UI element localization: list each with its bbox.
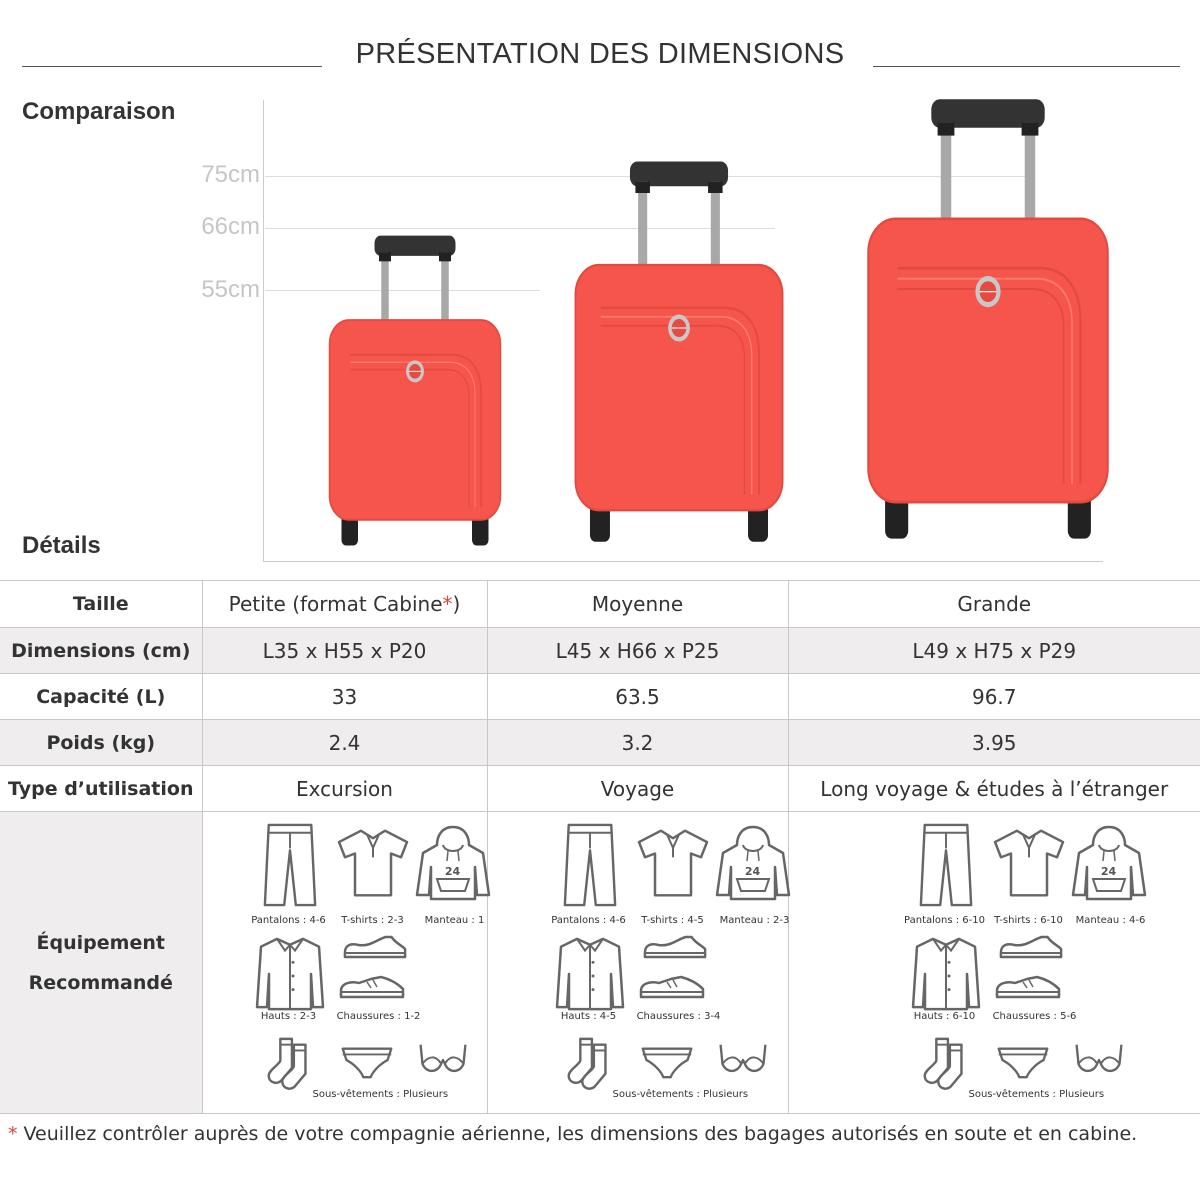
socks-icon bbox=[561, 1035, 619, 1093]
comparison-heading: Comparaison bbox=[22, 98, 176, 125]
cell-capacity-large: 96.7 bbox=[788, 674, 1200, 720]
header-rule-right bbox=[873, 66, 1180, 67]
cell-equipment-small bbox=[202, 812, 487, 1114]
sneaker-icon bbox=[993, 973, 1063, 1003]
pants-icon bbox=[917, 821, 975, 909]
header-rule-left bbox=[22, 66, 322, 67]
table-row-size bbox=[0, 581, 1200, 628]
cell-equipment-medium bbox=[487, 812, 788, 1114]
hoodie-number: 24 bbox=[444, 864, 461, 878]
cell-size-small bbox=[202, 581, 487, 628]
hoodie-icon bbox=[413, 823, 493, 903]
tshirt-icon bbox=[333, 825, 413, 901]
table-row-capacity bbox=[0, 674, 1200, 720]
ref-label-55: 55cm bbox=[201, 276, 260, 303]
table-row-weight bbox=[0, 720, 1200, 766]
row-label-dimensions: Dimensions (cm) bbox=[0, 628, 202, 674]
row-label-usage: Type d’utilisation bbox=[0, 766, 202, 812]
bra-icon bbox=[415, 1041, 471, 1079]
tops-caption: Hauts : 6-10 bbox=[913, 1010, 976, 1022]
footnote-star: * bbox=[8, 1123, 18, 1145]
tshirt-icon bbox=[633, 825, 713, 901]
suitcase-small-image bbox=[325, 232, 505, 562]
cell-dimensions-medium: L45 x H66 x P25 bbox=[487, 628, 788, 674]
cell-dimensions-large: L49 x H75 x P29 bbox=[788, 628, 1200, 674]
row-label-equipment bbox=[0, 812, 202, 1114]
shoes-caption: Chaussures : 1-2 bbox=[336, 1010, 421, 1022]
equipment-grid-medium bbox=[488, 813, 788, 1113]
specs-table bbox=[0, 580, 1200, 1114]
ref-label-75: 75cm bbox=[201, 161, 260, 188]
pants-icon bbox=[561, 821, 619, 909]
equipment-grid-large bbox=[789, 813, 1200, 1113]
underwear-caption: Sous-vêtements : Plusieurs bbox=[312, 1088, 449, 1100]
sneaker-icon bbox=[637, 973, 707, 1003]
table-row-usage bbox=[0, 766, 1200, 812]
cell-weight-large: 3.95 bbox=[788, 720, 1200, 766]
footnote bbox=[8, 1123, 1137, 1145]
tshirts-caption: T-shirts : 6-10 bbox=[994, 914, 1063, 926]
cell-usage-large: Long voyage & études à l’étranger bbox=[788, 766, 1200, 812]
pants-icon bbox=[261, 821, 319, 909]
suitcase-medium-image bbox=[570, 157, 788, 562]
cell-weight-small: 2.4 bbox=[202, 720, 487, 766]
dress-shoe-icon bbox=[341, 933, 409, 963]
tops-caption: Hauts : 4-5 bbox=[560, 1010, 617, 1022]
cell-size-medium: Moyenne bbox=[487, 581, 788, 628]
suitcase-large-image bbox=[862, 94, 1114, 562]
row-label-capacity: Capacité (L) bbox=[0, 674, 202, 720]
hoodie-number: 24 bbox=[1100, 864, 1117, 878]
row-label-weight: Poids (kg) bbox=[0, 720, 202, 766]
equipment-grid-small bbox=[203, 813, 487, 1113]
briefs-icon bbox=[339, 1043, 395, 1081]
shoes-caption: Chaussures : 3-4 bbox=[636, 1010, 721, 1022]
coat-caption: Manteau : 4-6 bbox=[1075, 914, 1146, 926]
cell-capacity-small: 33 bbox=[202, 674, 487, 720]
footnote-text: Veuillez contrôler auprès de votre compagnie aérienne, les dimensions des bagages autorisés en soute et en cabine. bbox=[17, 1123, 1138, 1145]
equipment-label-line1: Équipement bbox=[36, 931, 165, 954]
hoodie-icon bbox=[1069, 823, 1149, 903]
socks-icon bbox=[917, 1035, 975, 1093]
comparison-axis-vertical bbox=[263, 100, 264, 562]
tshirts-caption: T-shirts : 2-3 bbox=[341, 914, 404, 926]
hoodie-number: 24 bbox=[744, 864, 761, 878]
cell-usage-small: Excursion bbox=[202, 766, 487, 812]
cell-equipment-large bbox=[788, 812, 1200, 1114]
dress-shoe-icon bbox=[641, 933, 709, 963]
pants-caption: Pantalons : 4-6 bbox=[251, 914, 326, 926]
tops-caption: Hauts : 2-3 bbox=[260, 1010, 317, 1022]
socks-icon bbox=[261, 1035, 319, 1093]
pants-caption: Pantalons : 4-6 bbox=[551, 914, 626, 926]
hoodie-icon bbox=[713, 823, 793, 903]
size-small-text: Petite (format Cabine bbox=[228, 592, 443, 616]
tshirt-icon bbox=[989, 825, 1069, 901]
ref-label-66: 66cm bbox=[201, 213, 260, 240]
bra-icon bbox=[715, 1041, 771, 1079]
shoes-caption: Chaussures : 5-6 bbox=[992, 1010, 1077, 1022]
tshirts-caption: T-shirts : 4-5 bbox=[641, 914, 704, 926]
briefs-icon bbox=[995, 1043, 1051, 1081]
details-heading: Détails bbox=[22, 532, 101, 559]
briefs-icon bbox=[639, 1043, 695, 1081]
equipment-label-line2: Recommandé bbox=[28, 971, 173, 994]
sneaker-icon bbox=[337, 973, 407, 1003]
shirt-icon bbox=[255, 935, 325, 1013]
coat-caption: Manteau : 2-3 bbox=[719, 914, 790, 926]
pants-caption: Pantalons : 6-10 bbox=[904, 914, 985, 926]
row-label-size: Taille bbox=[0, 581, 202, 628]
table-row-equipment bbox=[0, 812, 1200, 1114]
cell-weight-medium: 3.2 bbox=[487, 720, 788, 766]
page-title: PRÉSENTATION DES DIMENSIONS bbox=[355, 38, 845, 70]
coat-caption: Manteau : 1 bbox=[424, 914, 485, 926]
table-row-dimensions bbox=[0, 628, 1200, 674]
size-small-close: ) bbox=[452, 592, 461, 616]
size-small-star: * bbox=[442, 592, 453, 616]
shirt-icon bbox=[911, 935, 981, 1013]
shirt-icon bbox=[555, 935, 625, 1013]
cell-dimensions-small: L35 x H55 x P20 bbox=[202, 628, 487, 674]
dress-shoe-icon bbox=[997, 933, 1065, 963]
underwear-caption: Sous-vêtements : Plusieurs bbox=[968, 1088, 1105, 1100]
cell-capacity-medium: 63.5 bbox=[487, 674, 788, 720]
cell-usage-medium: Voyage bbox=[487, 766, 788, 812]
underwear-caption: Sous-vêtements : Plusieurs bbox=[612, 1088, 749, 1100]
bra-icon bbox=[1071, 1041, 1127, 1079]
cell-size-large: Grande bbox=[788, 581, 1200, 628]
